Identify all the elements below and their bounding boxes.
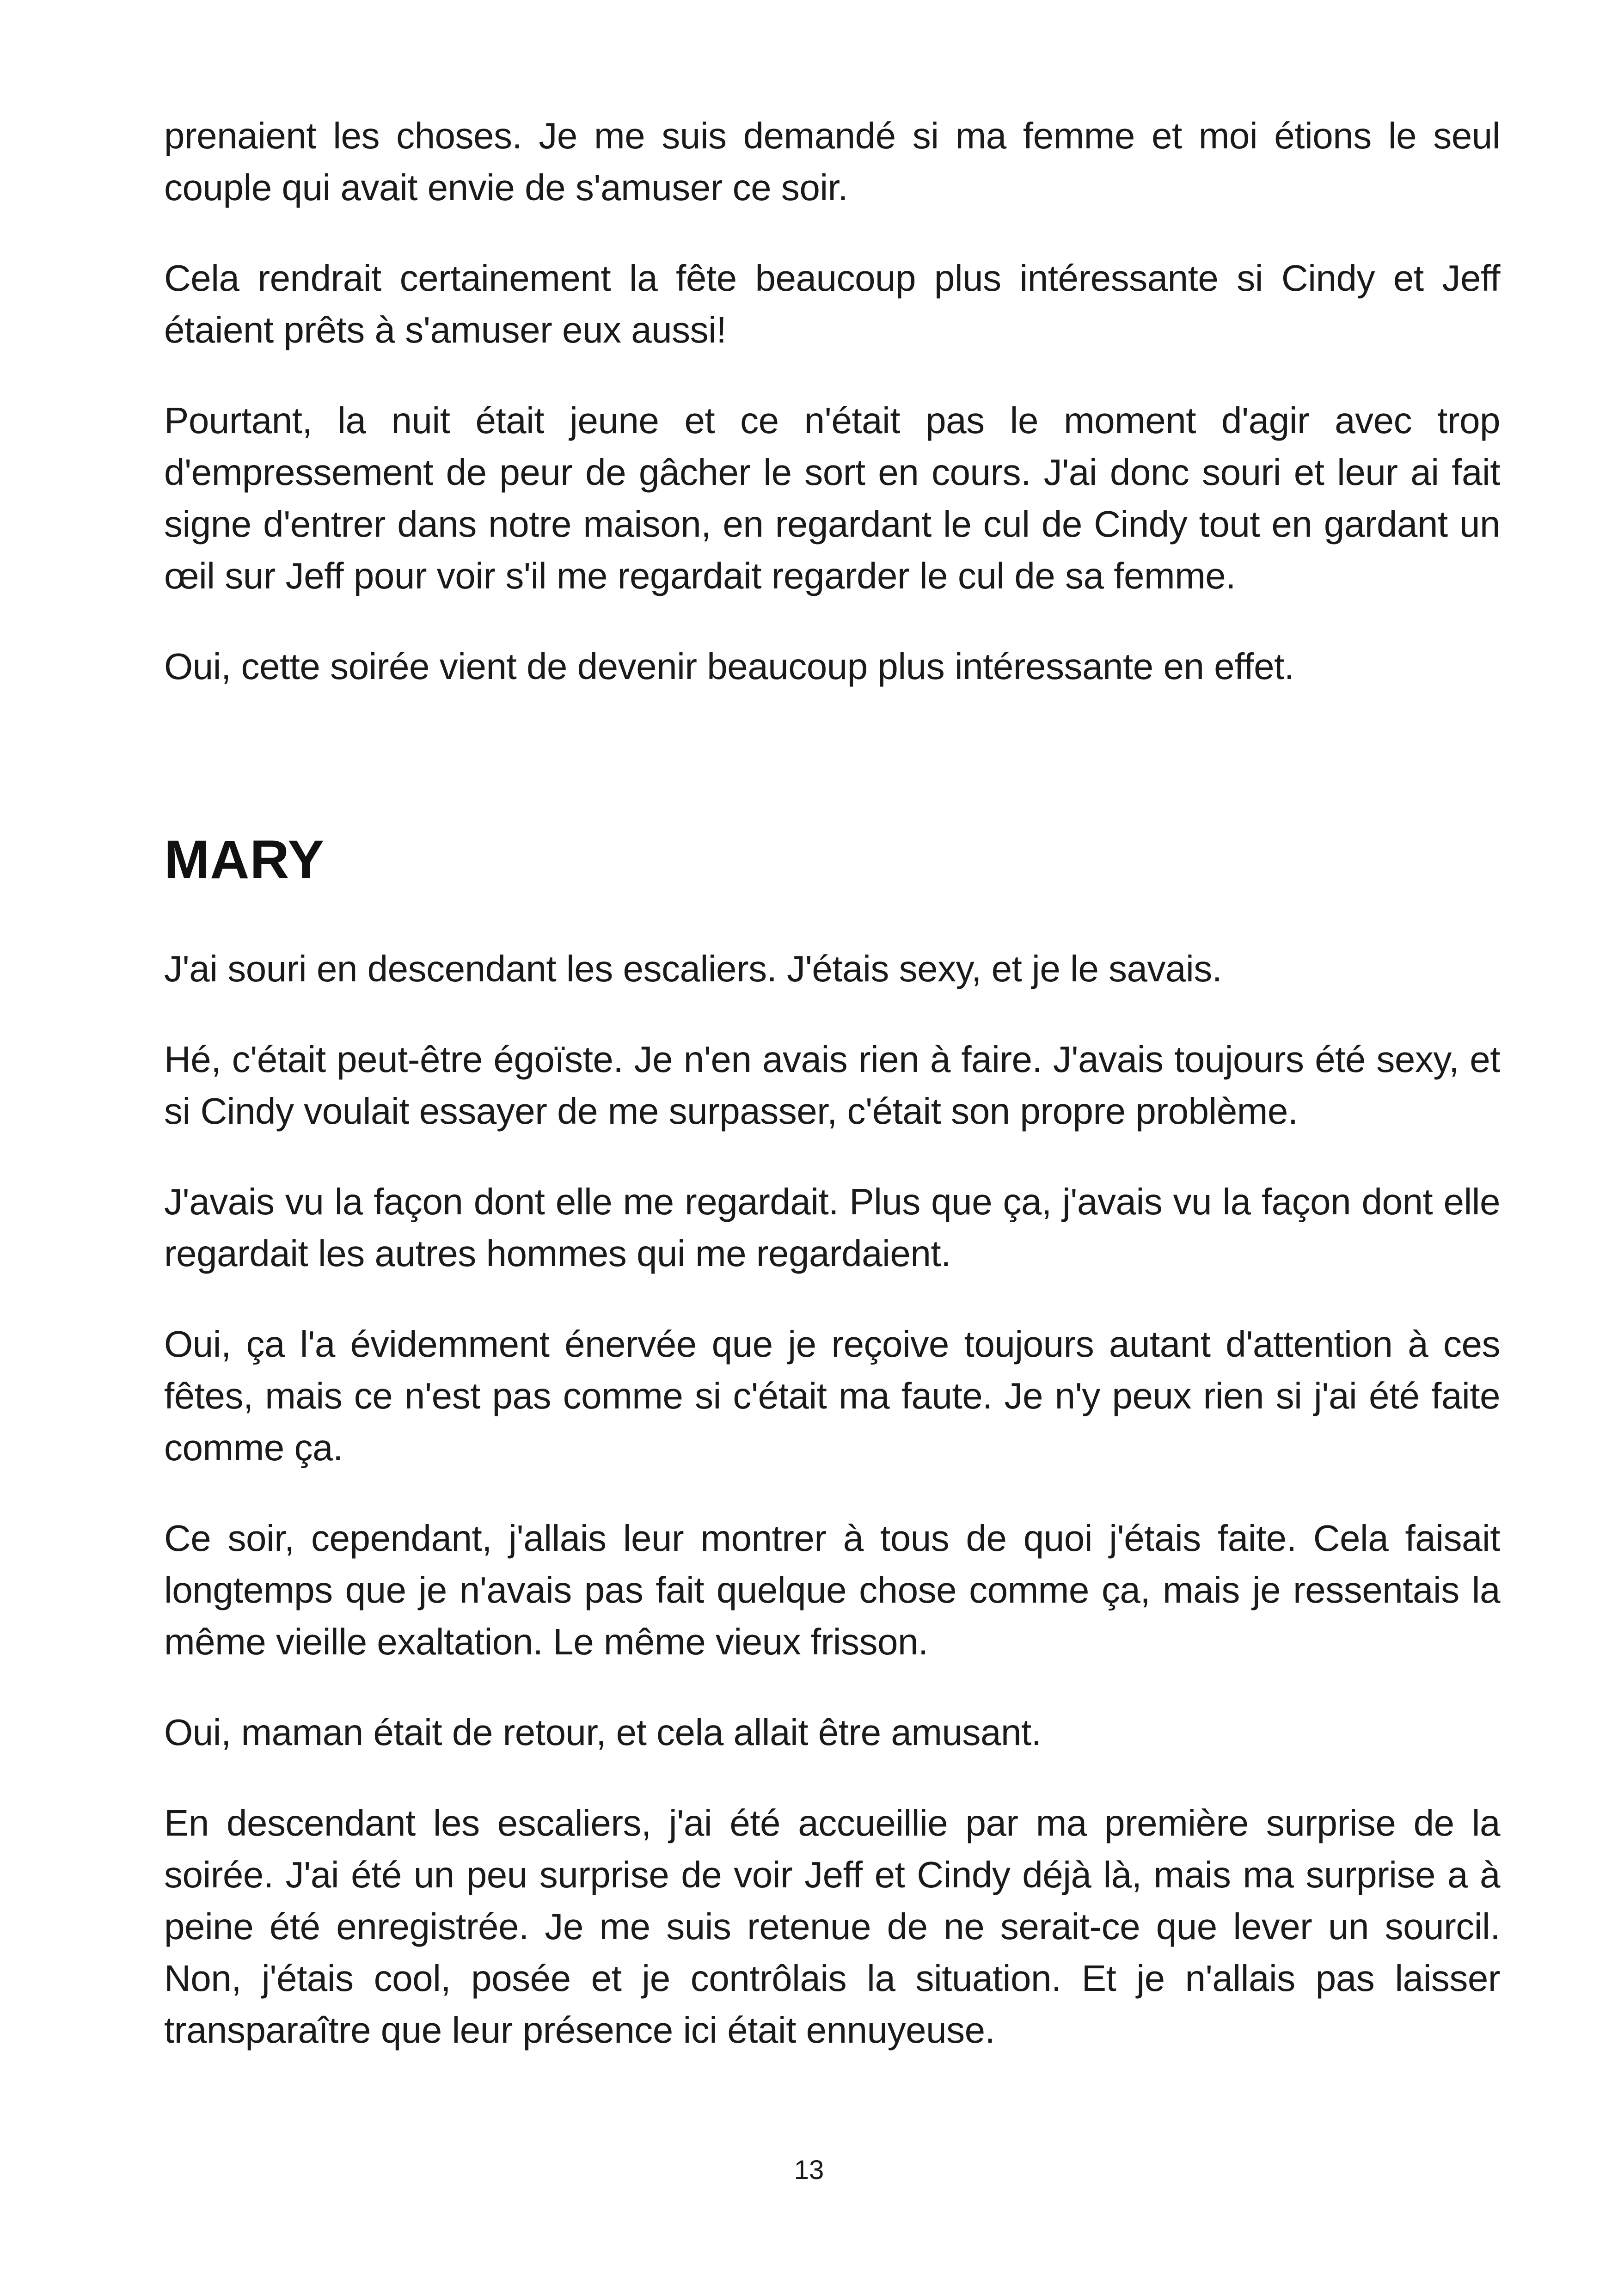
- paragraph: Oui, cette soirée vient de devenir beaucoup plus intéressante en effet.: [164, 646, 1294, 687]
- paragraph: Pourtant, la nuit était jeune et ce n'était pas le moment d'agir avec trop d'empressement de peur de gâcher le sort en cours. J'ai donc souri et leur ai fait signe d'entrer dans notre maison, en regardant le cul de Cindy tout en gardant un œil sur Jeff pour voir s'il me regardait regarder le cul de sa femme.: [164, 400, 1500, 596]
- paragraph: Cela rendrait certainement la fête beaucoup plus intéressante si Cindy et Jeff étaient prêts à s'amuser eux aussi!: [164, 257, 1500, 350]
- paragraph: J'avais vu la façon dont elle me regardait. Plus que ça, j'avais vu la façon dont elle regardait les autres hommes qui me regardaient.: [164, 1181, 1500, 1274]
- page-number: 13: [794, 2155, 824, 2185]
- chapter-heading: MARY: [164, 829, 325, 890]
- paragraph: J'ai souri en descendant les escaliers. J'étais sexy, et je le savais.: [164, 948, 1222, 989]
- paragraph: Hé, c'était peut-être égoïste. Je n'en avais rien à faire. J'avais toujours été sexy, et si Cindy voulait essayer de me surpasser, c'était son propre problème.: [164, 1039, 1500, 1132]
- paragraph: prenaient les choses. Je me suis demandé si ma femme et moi étions le seul couple qui avait envie de s'amuser ce soir.: [164, 115, 1500, 208]
- paragraph: Ce soir, cependant, j'allais leur montrer à tous de quoi j'étais faite. Cela faisait longtemps que je n'avais pas fait quelque chose comme ça, mais je ressentais la même vieille exaltation. Le même vieux frisson.: [164, 1518, 1500, 1662]
- paragraph: Oui, maman était de retour, et cela allait être amusant.: [164, 1712, 1042, 1753]
- paragraph: En descendant les escaliers, j'ai été accueillie par ma première surprise de la soirée. J'ai été un peu surprise de voir Jeff et Cindy déjà là, mais ma surprise a à peine été enregistrée. Je me suis retenue de ne serait-ce que lever un sourcil. Non, j'étais cool, posée et je contrôlais la situation. Et je n'allais pas laisser transparaître que leur présence ici était ennuyeuse.: [164, 1802, 1500, 2051]
- paragraph: Oui, ça l'a évidemment énervée que je reçoive toujours autant d'attention à ces fêtes, mais ce n'est pas comme si c'était ma faute. Je n'y peux rien si j'ai été faite comme ça.: [164, 1323, 1500, 1468]
- section-continuation: [164, 110, 1500, 731]
- chapter-body: [164, 943, 1500, 2095]
